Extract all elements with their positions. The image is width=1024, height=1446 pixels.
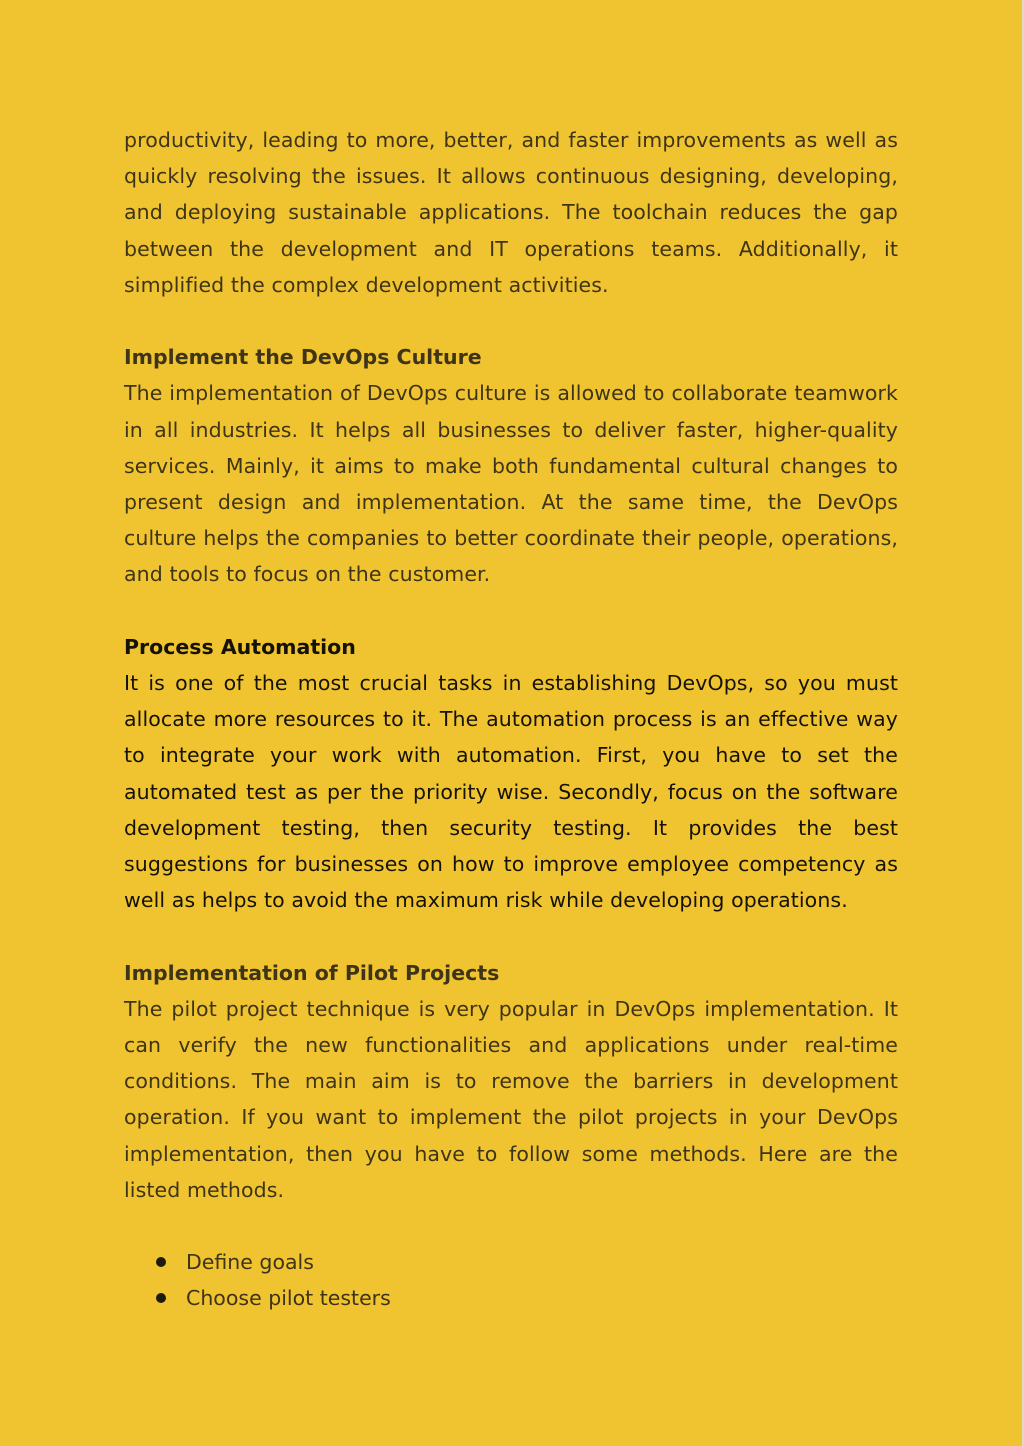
methods-list (124, 1244, 898, 1316)
spacer (124, 303, 898, 339)
spacer (124, 918, 898, 954)
bullet-icon (156, 1293, 166, 1303)
list-item (124, 1244, 898, 1280)
section-heading-process-automation: Process Automation (124, 634, 356, 659)
section-paragraph-devops-culture: The implementation of DevOps culture is allowed to collaborate teamwork in all industries. It helps all businesses to deliver faster, higher-quality services. Mainly, it aims to make both fundamental cultural changes to present design and implementation. At the same time, the DevOps culture helps the companies to better coordinate their people, operations, and tools to focus on the customer. (124, 381, 898, 587)
section-heading-devops-culture: Implement the DevOps Culture (124, 345, 482, 370)
spacer (124, 593, 898, 629)
document-page (124, 122, 898, 1317)
spacer (124, 1208, 898, 1244)
intro-paragraph: productivity, leading to more, better, and faster improvements as well as quickly resolving the issues. It allows continuous designing, developing, and deploying sustainable applications. The toolchain reduces the gap between the development and IT operations teams. Additionally, it simplified the complex development activities. (124, 128, 898, 297)
section-heading-pilot-projects: Implementation of Pilot Projects (124, 960, 500, 985)
section-paragraph-pilot-projects: The pilot project technique is very popular in DevOps implementation. It can verify the new functionalities and applications under real-time conditions. The main aim is to remove the barriers in development operation. If you want to implement the pilot projects in your DevOps implementation, then you have to follow some methods. Here are the listed methods. (124, 996, 898, 1202)
bullet-icon (156, 1257, 166, 1267)
list-item (124, 1280, 898, 1316)
list-item-label: Choose pilot testers (186, 1286, 391, 1311)
list-item-label: Define goals (186, 1250, 314, 1275)
section-paragraph-process-automation: It is one of the most crucial tasks in establishing DevOps, so you must allocate more resources to it. The automation process is an effective way to integrate your work with automation. First, you have to set the automated test as per the priority wise. Secondly, focus on the software development testing, then security testing. It provides the best suggestions for businesses on how to improve employee competency as well as helps to avoid the maximum risk while developing operations. (124, 671, 898, 913)
